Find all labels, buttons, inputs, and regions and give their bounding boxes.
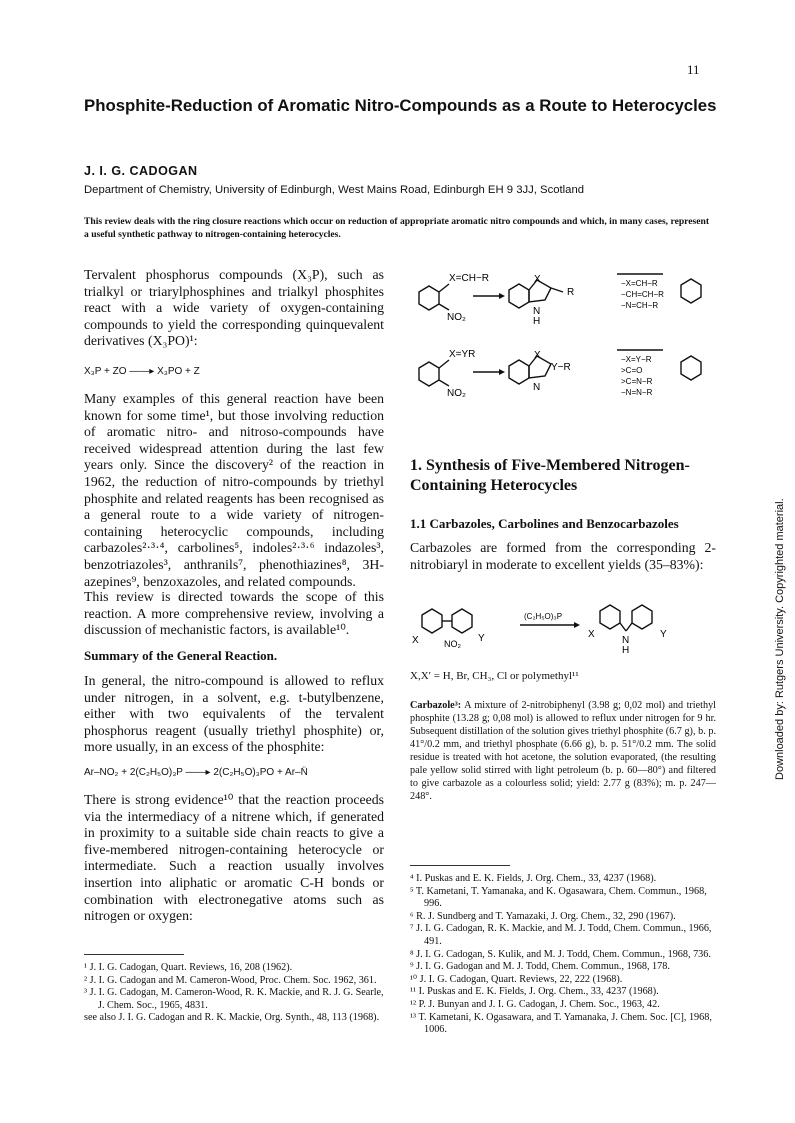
ring-closure-scheme (405, 262, 723, 418)
page-number: 11 (687, 62, 700, 77)
row1-ring-x: X (534, 274, 541, 285)
footnote: ³ J. I. G. Cadogan, M. Cameron-Wood, R. K. Mackie, and R. J. G. Searle, J. Chem. Soc., 1965, 4831. (84, 987, 384, 1011)
carbazole-n: N (622, 635, 630, 646)
paragraph-nitrene: There is strong evidence¹⁰ that the reaction proceeds via the intermediacy of a nitrene which, if generated in proximity to a suitable side chain reacts to give a five-membered nitrogen-containing heterocycle or intermediate. Such a reaction usually involves insertion into aliphatic or aromatic C-H bonds or combination with electronegative atoms such as nitrogen or oxygen: (84, 792, 384, 924)
carbazole-y2: Y (660, 629, 667, 640)
row2-option: >C=O (621, 366, 643, 375)
carbazole-no2: NO₂ (444, 639, 461, 649)
equation-1: X₃P + ZO ——▸ X₃PO + Z (84, 366, 200, 377)
carbazole-reagent: (C₂H₅O)₃P (524, 612, 563, 621)
procedure-text: A mixture of 2-nitrobiphenyl (3.98 g; 0,02 mol) and triethyl phosphite (13.28 g; 0,08 mol) is allowed to reflux under nitrogen for 9 hr. Subsequent distillation of the solution gives triethyl phosphite (6.7 g), b. p. 41°/0.2 mm, and triethyl phosphate (6.66 g), b. p. 51°/0.2 mm. The solid residue is treated with hot acetone, the solution evaporated, (the resulting pale yellow solid stirred with light petroleum (b. p. 60—80°) and filtered to give carbazole as a colourless solid; yield: 2.77 g (83%); m. p. 247—248°. (410, 700, 717, 802)
footnote: ¹² P. J. Bunyan and J. I. G. Cadogan, J. Chem. Soc., 1963, 42. (410, 998, 660, 1010)
paragraph-discovery: Many examples of this general reaction have been known for some time¹, but those involving reduction of aromatic nitro- and nitroso-compounds have received widespread attention during the last few years only. Since the discovery² of the reaction in 1962, the reduction of nitro-compounds by triethyl phosphite and related reagents has been recognised as a general route to a wide variety of nitrogen-containing heterocyclic compounds, including carbazoles²·³·⁴, carbolines⁵, indoles²·³·⁶ indazoles³, benzotriazoles³, anthranils⁷, phenothiazines⁸, 3H-azepines⁹, benzoxazoles, and related compounds. (84, 391, 384, 589)
row2-ring-yr: Y−R (551, 362, 571, 373)
equation-2: Ar–NO₂ + 2(C₂H₅O)₃P ——▸ 2(C₂H₅O)₃PO + Ar–N̈ (84, 767, 308, 778)
footnote-rule (84, 954, 184, 955)
footnote: ⁹ J. I. G. Gadogan and M. J. Todd, Chem. Commun., 1968, 178. (410, 961, 670, 973)
footnote: ⁸ J. I. G. Cadogan, S. Kulik, and M. J. Todd, Chem. Commun., 1968, 736. (410, 948, 711, 960)
row2-substituent: X=YR (449, 349, 476, 360)
abstract: This review deals with the ring closure reactions which occur on reduction of appropriate aromatic nitro compounds and which, in many cases, represent a useful synthetic pathway to nitrogen-containing heterocycles. (84, 216, 710, 240)
footnotes-left (84, 962, 384, 1025)
row2-ring-n: N (533, 382, 541, 393)
paragraph-carbazoles: Carbazoles are formed from the corresponding 2-nitrobiaryl in moderate to excellent yields (35–83%): (410, 540, 716, 572)
footnote: ¹ J. I. G. Cadogan, Quart. Reviews, 16, 208 (1962). (84, 962, 293, 973)
row1-ring-n: N (533, 306, 541, 317)
footnote-rule (410, 865, 510, 866)
row1-no2: NO₂ (447, 312, 466, 323)
article-title: Phosphite-Reduction of Aromatic Nitro-Compounds as a Route to Heterocycles (84, 96, 717, 115)
section-heading-1: 1. Synthesis of Five-Membered Nitrogen-Containing Heterocycles (410, 457, 690, 494)
carbazole-scheme (408, 593, 722, 665)
row2-option: −X=Y−R (621, 355, 652, 364)
row1-option: −CH=CH−R (621, 290, 664, 299)
row2-option: −N=N−R (621, 388, 653, 397)
carbazole-procedure (410, 699, 716, 803)
paragraph-general: In general, the nitro-compound is allowed to reflux under nitrogen, in a solvent, e.g. t-butylbenzene, either with two equivalents of the tervalent phosphorus reagent (usually triethyl phosphite) or, more usually, in an excess of the phosphite: (84, 673, 384, 755)
row2-option: >C=N−R (621, 377, 653, 386)
watermark-text: Downloaded by: Rutgers University. Copyrighted material. (774, 498, 786, 780)
footnote: ² J. I. G. Cadogan and M. Cameron-Wood, Proc. Chem. Soc. 1962, 361. (84, 974, 377, 986)
footnote: ¹¹ I. Puskas and E. K. Fields, J. Org. Chem., 33, 4237 (1968). (410, 986, 659, 998)
row1-option: −N=CH−R (621, 301, 659, 310)
row1-ring-h: H (533, 316, 541, 327)
footnote: see also J. I. G. Cadogan and R. K. Mackie, Org. Synth., 48, 113 (1968). (84, 1012, 380, 1024)
carbazole-x: X (412, 635, 419, 646)
footnote: ¹⁰ J. I. G. Cadogan, Quart. Reviews, 22, 222 (1968). (410, 973, 623, 985)
footnote: ⁴ I. Puskas and E. K. Fields, J. Org. Chem., 33, 4237 (1968). (410, 873, 657, 884)
row2-ring-x: X (534, 350, 541, 361)
row1-option: −X=CH−R (621, 279, 658, 288)
affiliation: Department of Chemistry, University of Edinburgh, West Mains Road, Edinburgh EH 9 3JJ, Scotland (84, 184, 585, 196)
row1-ring-r: R (567, 287, 575, 298)
author: J. I. G. CADOGAN (84, 164, 198, 178)
carbazole-x2: X (588, 629, 595, 640)
carbazole-h: H (622, 645, 630, 656)
row1-substituent: X=CH−R (449, 273, 490, 284)
summary-heading: Summary of the General Reaction. (84, 648, 278, 663)
footnotes-right (410, 873, 716, 1037)
footnote: ⁷ J. I. G. Cadogan, R. K. Mackie, and M. J. Todd, Chem. Commun., 1966, 491. (410, 923, 712, 947)
download-watermark (774, 430, 788, 780)
row2-no2: NO₂ (447, 388, 466, 399)
substituent-caption: X,X′ = H, Br, CH₃, Cl or polymethyl¹¹ (410, 670, 579, 682)
paragraph-scope: This review is directed towards the scope of this reaction. A more comprehensive review, involving a discussion of mechanistic factors, is available¹⁰. (84, 589, 384, 638)
footnote: ⁶ R. J. Sundberg and T. Yamazaki, J. Org. Chem., 32, 290 (1967). (410, 910, 676, 922)
intro-paragraph: Tervalent phosphorus compounds (X₃P), such as trialkyl or triarylphosphines and trialkyl phosphites react with a wide variety of oxygen-containing compounds to yield the corresponding quinquevalent derivatives (X₃PO)¹: (84, 267, 384, 349)
carbazole-y: Y (478, 633, 485, 644)
procedure-lead: Carbazole³: (410, 700, 462, 711)
section-heading-1-1: 1.1 Carbazoles, Carbolines and Benzocarbazoles (410, 516, 679, 531)
footnote: ⁵ T. Kametani, T. Yamanaka, and K. Ogasawara, Chem. Commun., 1968, 996. (410, 885, 707, 910)
footnote: ¹³ T. Kametani, K. Ogasawara, and T. Yamanaka, J. Chem. Soc. [C], 1968, 1006. (410, 1011, 712, 1036)
